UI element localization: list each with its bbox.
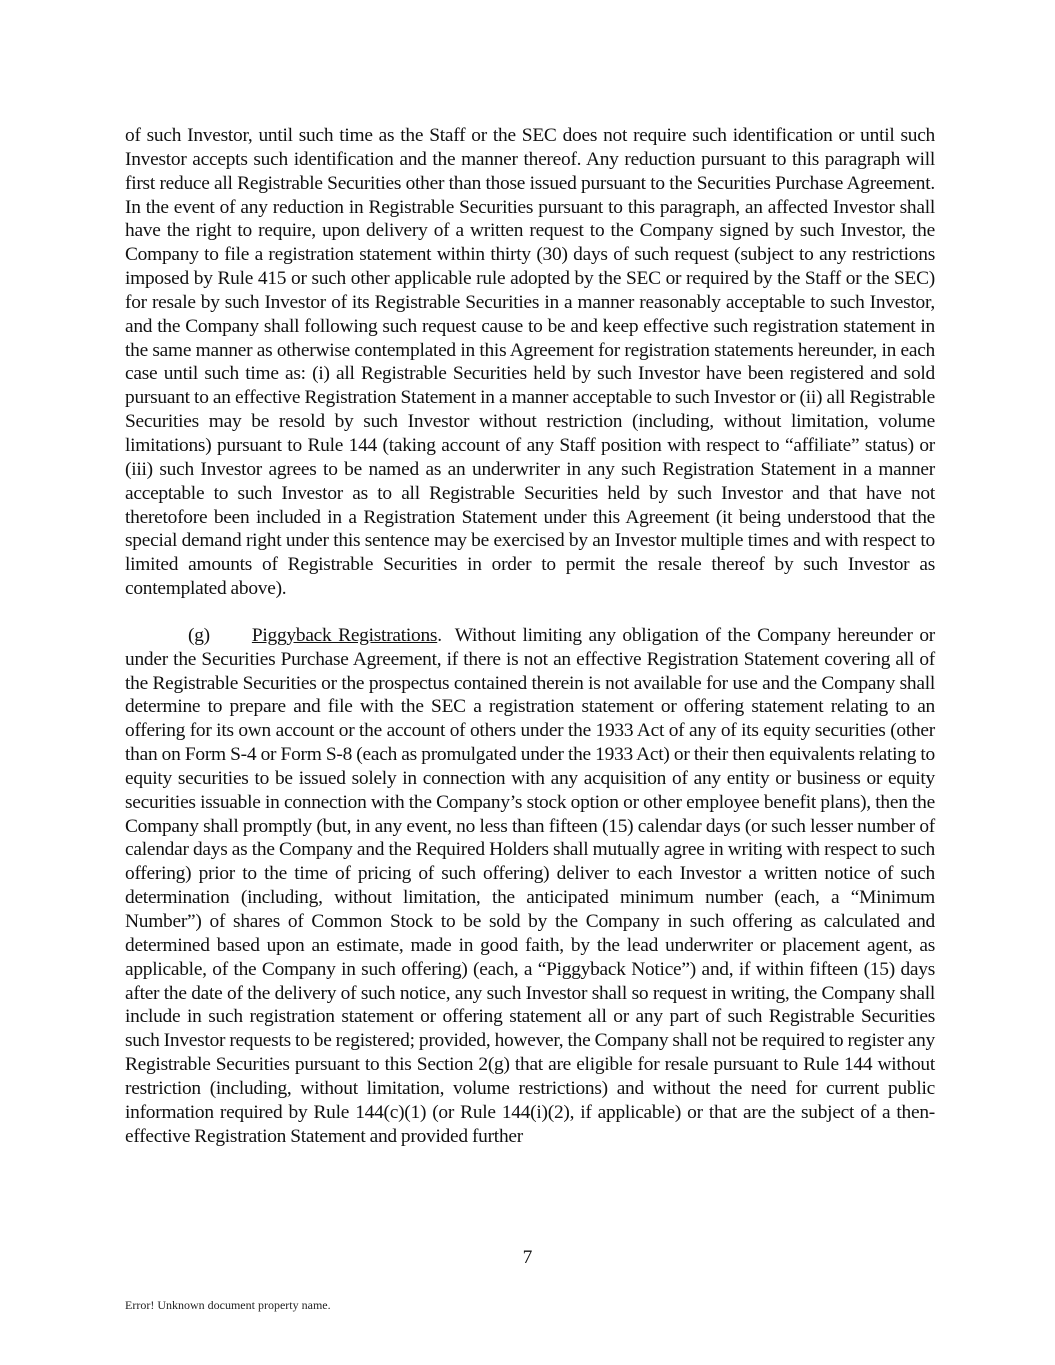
- footer-error-note: Error! Unknown document property name.: [125, 1298, 331, 1312]
- section-g-paragraph: [125, 624, 935, 1149]
- page-number: 7: [522, 1247, 533, 1268]
- section-g-heading-period: .: [437, 624, 442, 646]
- section-g-heading: Piggyback Registrations: [251, 624, 438, 646]
- document-body: [125, 124, 935, 1148]
- section-g-text: Without limiting any obligation of the Company hereunder or under the Securities Purchase Agreement, if there is not an effective Registration Statement covering all of the Registrable Securities or the prospectus contained therein is not available for use and the Company shall determine to prepare and file with the SEC a registration statement or offering statement relating to an offering for its own account or the account of others under the 1933 Act of any of its equity securities (other than on Form S-4 or Form S-8 (each as promulgated under the 1933 Act) or their then equivalents relating to equity securities to be issued solely in connection with any acquisition of any entity or business or equity securities issuable in connection with the Company’s stock option or other employee benefit plans), then the Company shall promptly (but, in any event, no less than fifteen (15) calendar days (or such lesser number of calendar days as the Company and the Required Holders shall mutually agree in writing with respect to such offering) prior to the time of pricing of such offering) deliver to each Investor a written notice of such determination (including, without limitation, the anticipated minimum number (each, a “Minimum Number”) of shares of Common Stock to be sold by the Company in such offering as calculated and determined based upon an estimate, made in good faith, by the lead underwriter or placement agent, as applicable, of the Company in such offering) (each, a “Piggyback Notice”) and, if within fifteen (15) days after the date of the delivery of such notice, any such Investor shall so request in writing, the Company shall include in such registration statement or offering statement all or any part of such Registrable Securities such Investor requests to be registered; provided, however, the Company shall not be required to register any Registrable Securities pursuant to this Section 2(g) that are eligible for resale pursuant to Rule 144 without restriction (including, without limitation, volume restrictions) and without the need for current public information required by Rule 144(c)(1) (or Rule 144(i)(2), if applicable) or that are the subject of a then-effective Registration Statement and provided further: [125, 624, 935, 1147]
- continuation-paragraph: of such Investor, until such time as the Staff or the SEC does not require such identification or until such Investor accepts such identification and the manner thereof. Any reduction pursuant to this paragraph will first reduce all Registrable Securities other than those issued pursuant to the Securities Purchase Agreement. In the event of any reduction in Registrable Securities pursuant to this paragraph, an affected Investor shall have the right to require, upon delivery of a written request to the Company signed by such Investor, the Company to file a registration statement within thirty (30) days of such request (subject to any restrictions imposed by Rule 415 or such other applicable rule adopted by the SEC or required by the Staff or the SEC) for resale by such Investor of its Registrable Securities in a manner reasonably acceptable to such Investor, and the Company shall following such request cause to be and keep effective such registration statement in the same manner as otherwise contemplated in this Agreement for registration statements hereunder, in each case until such time as: (i) all Registrable Securities held by such Investor have been registered and sold pursuant to an effective Registration Statement in a manner acceptable to such Investor or (ii) all Registrable Securities may be resold by such Investor without restriction (including, without limitation, volume limitations) pursuant to Rule 144 (taking account of any Staff position with respect to “affiliate” status) or (iii) such Investor agrees to be named as an underwriter in any such Registration Statement in a manner acceptable to such Investor as to all Registrable Securities held by such Investor and that have not theretofore been included in a Registration Statement under this Agreement (it being understood that the special demand right under this sentence may be exercised by an Investor multiple times and with respect to limited amounts of Registrable Securities in order to permit the resale thereof by such Investor as contemplated above).: [125, 125, 935, 600]
- section-g-label: (g): [188, 624, 210, 646]
